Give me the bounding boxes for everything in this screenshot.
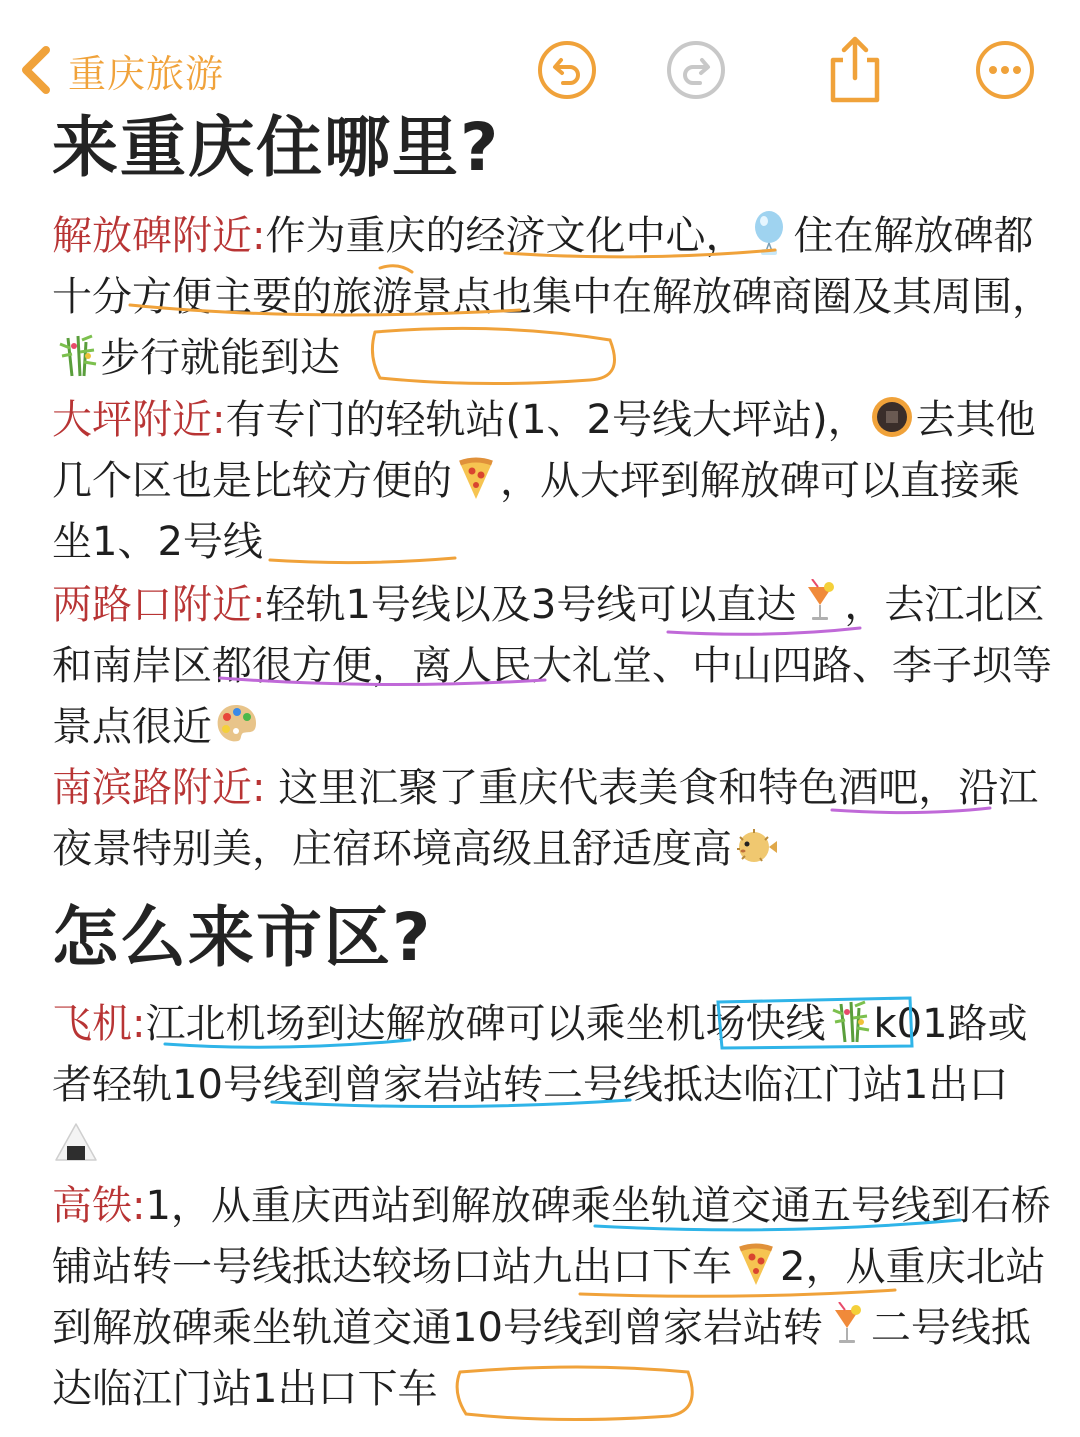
- paragraph-text: 去其他几个区也是比较方便的: [52, 397, 1036, 504]
- section-heading-where-to-stay: 来重庆住哪里?: [52, 109, 501, 186]
- share-icon: [825, 34, 885, 104]
- section-heading-how-to-get-downtown: 怎么来市区?: [52, 899, 433, 976]
- area-label: 两路口附近:: [52, 582, 266, 628]
- area-label: 解放碑附近:: [52, 213, 266, 259]
- bamboo-icon: [827, 998, 871, 1044]
- area-label: 大坪附近:: [52, 397, 226, 443]
- paragraph-text: 步行就能到达: [100, 335, 340, 381]
- note-paragraph-high-speed-rail: [52, 1176, 1052, 1420]
- chevron-left-icon: [18, 44, 54, 96]
- paragraph-text: 住在解放碑都十分方便主要的旅游景点也集中在解放碑商圈及其周围，: [52, 213, 1052, 320]
- chocolate-icon: [870, 394, 914, 440]
- note-paragraph-jiefangbei: [52, 206, 1052, 389]
- redo-button[interactable]: [666, 40, 726, 100]
- note-paragraph-lianglukou: [52, 575, 1052, 758]
- transport-label: 飞机:: [52, 1001, 146, 1047]
- paragraph-text: 二号线抵达临江门站1出口下车: [52, 1305, 1031, 1412]
- paragraph-text: 轻轨1号线以及3号线可以直达: [265, 582, 797, 628]
- redo-icon: [666, 40, 726, 100]
- undo-icon: [537, 40, 597, 100]
- pufferfish-icon: [734, 823, 778, 869]
- undo-button[interactable]: [537, 40, 597, 100]
- top-toolbar: [0, 0, 1080, 110]
- pizza-icon: [734, 1241, 778, 1287]
- note-paragraph-nanbinlu: [52, 758, 1052, 880]
- area-label: 南滨路附近:: [52, 765, 266, 811]
- bamboo-icon: [54, 332, 98, 378]
- paragraph-text: 作为重庆的经济文化中心，: [265, 213, 746, 259]
- paragraph-text: ，从大坪到解放碑可以直接乘坐1、2号线: [52, 458, 1020, 565]
- note-paragraph-plane: [52, 994, 1052, 1177]
- more-icon: [975, 40, 1035, 100]
- paragraph-text: 江北机场到达解放碑可以乘坐机场快线: [145, 1001, 826, 1047]
- balloon-icon: [747, 210, 791, 256]
- paragraph-text: k01路或者轻轨10号线到曾家岩站转二号线抵达临江门站1出口: [52, 1001, 1028, 1108]
- transport-label: 高铁:: [52, 1183, 146, 1229]
- paragraph-text: ，去江北区和南岸区都很方便，离人民大礼堂、中山四路、李子坝等景点很近: [52, 582, 1052, 750]
- cocktail-icon: [798, 579, 842, 625]
- back-label: 重庆旅游: [68, 51, 225, 96]
- note-paragraph-daping: [52, 390, 1052, 573]
- paragraph-text: 这里汇聚了重庆代表美食和特色酒吧，沿江夜景特别美，庄宿环境高级且舒适度高: [52, 765, 1039, 872]
- more-button[interactable]: [975, 40, 1035, 100]
- paragraph-text: 1，从重庆西站到解放碑乘坐轨道交通五号线到石桥铺站转一号线抵达较场口站九出口下车: [52, 1183, 1051, 1290]
- paragraph-text: 2，从重庆北站到解放碑乘坐轨道交通10号线到曾家岩站转: [52, 1244, 1046, 1351]
- rice-ball-icon: [54, 1120, 98, 1166]
- share-button[interactable]: [825, 34, 885, 94]
- paragraph-text: 有专门的轻轨站(1、2号线大坪站)，: [225, 397, 868, 443]
- pizza-icon: [454, 455, 498, 501]
- cocktail-icon: [825, 1302, 869, 1348]
- palette-icon: [214, 701, 258, 747]
- back-button[interactable]: [18, 38, 224, 102]
